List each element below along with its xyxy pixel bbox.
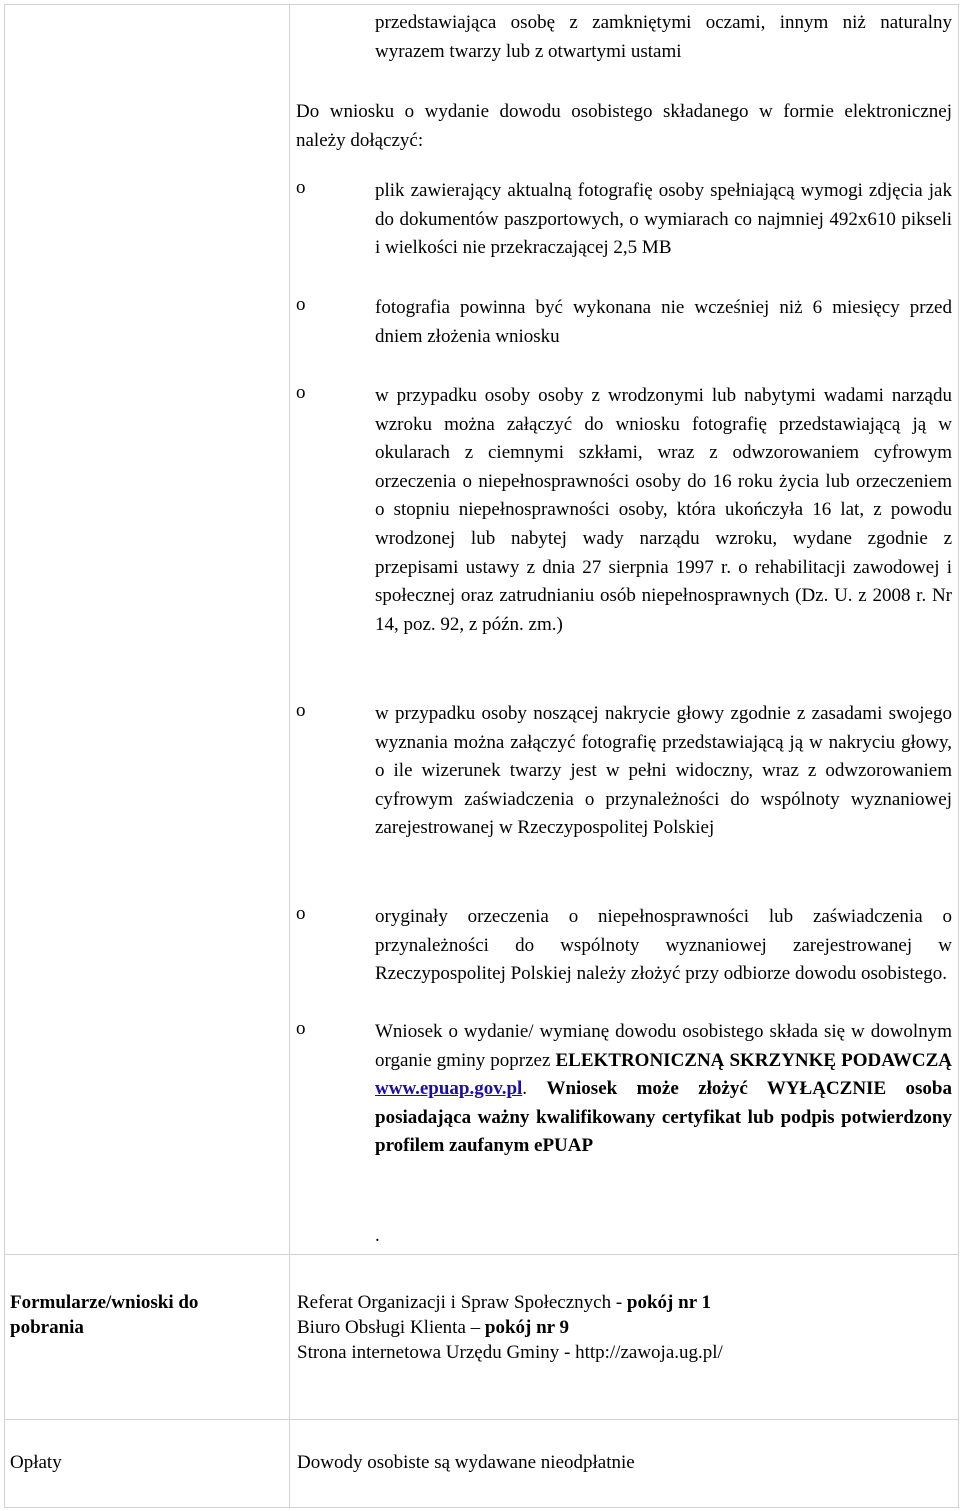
fees-label: Opłaty [10,1452,62,1473]
left-cell-empty [5,5,290,1255]
list-item: w przypadku osoby osoby z wrodzonymi lub nabytymi wadami narządu wzroku można załączyć do wniosku fotografię przedstawiającą ją w okularach z ciemnymi szkłami, wraz z odwzorowaniem cyfrowym orzeczenia o niepełnosprawności osoby do 16 roku życia lub orzeczeniem o stopniu niepełnosprawności osoby, która ukończyła 16 lat, z powodu wrodzonej lub nabytej wady narządu wzroku, wydane zgodnie z przepisami ustawy z dnia 27 sierpnia 1997 r. o rehabilitacji zawodowej i społecznej oraz zatrudnianiu osób niepełnosprawnych (Dz. U. z 2008 r. Nr 14, poz. 92, z późn. zm.) [375,385,952,635]
website-url[interactable]: http://zawoja.ug.pl/ [575,1342,723,1363]
forms-offices [297,1290,937,1365]
trailing-dot: . [375,1225,380,1246]
electronic-application-heading: Do wniosku o wydanie dowodu osobistego składanego w formie elektronicznej należy dołączyć: [296,101,952,151]
list-item: fotografia powinna być wykonana nie wcześniej niż 6 miesięcy przed dniem złożenia wniosku [375,297,952,347]
photo-continuation-text: przedstawiająca osobę z zamkniętymi oczami, innym niż naturalny wyrazem twarzy lub z otwartymi ustami [375,12,952,62]
bullet-icon: o [296,177,306,198]
epuap-list-item: Wniosek o wydanie/ wymianę dowodu osobistego składa się w dowolnym organie gminy poprzez ELEKTRONICZNĄ SKRZYNKĘ PODAWCZĄ www.epuap.gov.pl. Wniosek może złożyć WYŁĄCZNIE osoba posiadająca ważny kwalifikowany certyfikat lub podpis potwierdzony profilem zaufanym ePUAP [375,1021,952,1157]
office-line: Biuro Obsługi Klienta – pokój nr 9 [297,1317,570,1338]
bullet-icon: o [296,700,306,721]
bullet-icon: o [296,1018,306,1039]
bullet-icon: o [296,903,306,924]
website-line: Strona internetowa Urzędu Gminy - http://zawoja.ug.pl/ [297,1342,723,1363]
bullet-icon: o [296,294,306,315]
list-item: plik zawierający aktualną fotografię osoby spełniającą wymogi zdjęcia jak do dokumentów paszportowych, o wymiarach co najmniej 492x610 pikseli i wielkości nie przekraczającej 2,5 MB [375,180,952,259]
list-item: oryginały orzeczenia o niepełnosprawności lub zaświadczenia o przynależności do wspólnoty wyznaniowej zarejestrowanej w Rzeczypospolitej Polskiej należy złożyć przy odbiorze dowodu osobistego. [375,906,952,985]
forms-label: Formularze/wnioski do pobrania [10,1292,199,1338]
epuap-link[interactable]: www.epuap.gov.pl [375,1078,523,1100]
fees-value: Dowody osobiste są wydawane nieodpłatnie [297,1452,635,1473]
list-item: w przypadku osoby noszącej nakrycie głowy zgodnie z zasadami swojego wyznania można załączyć fotografię przedstawiającą ją w nakryciu głowy, o ile wizerunek twarzy jest w pełni widoczny, wraz z odwzorowaniem cyfrowym zaświadczenia o przynależności do wspólnoty wyznaniowej zarejestrowanej w Rzeczypospolitej Polskiej [375,703,952,839]
bullet-icon: o [296,382,306,403]
office-line: Referat Organizacji i Spraw Społecznych - pokój nr 1 [297,1292,712,1313]
